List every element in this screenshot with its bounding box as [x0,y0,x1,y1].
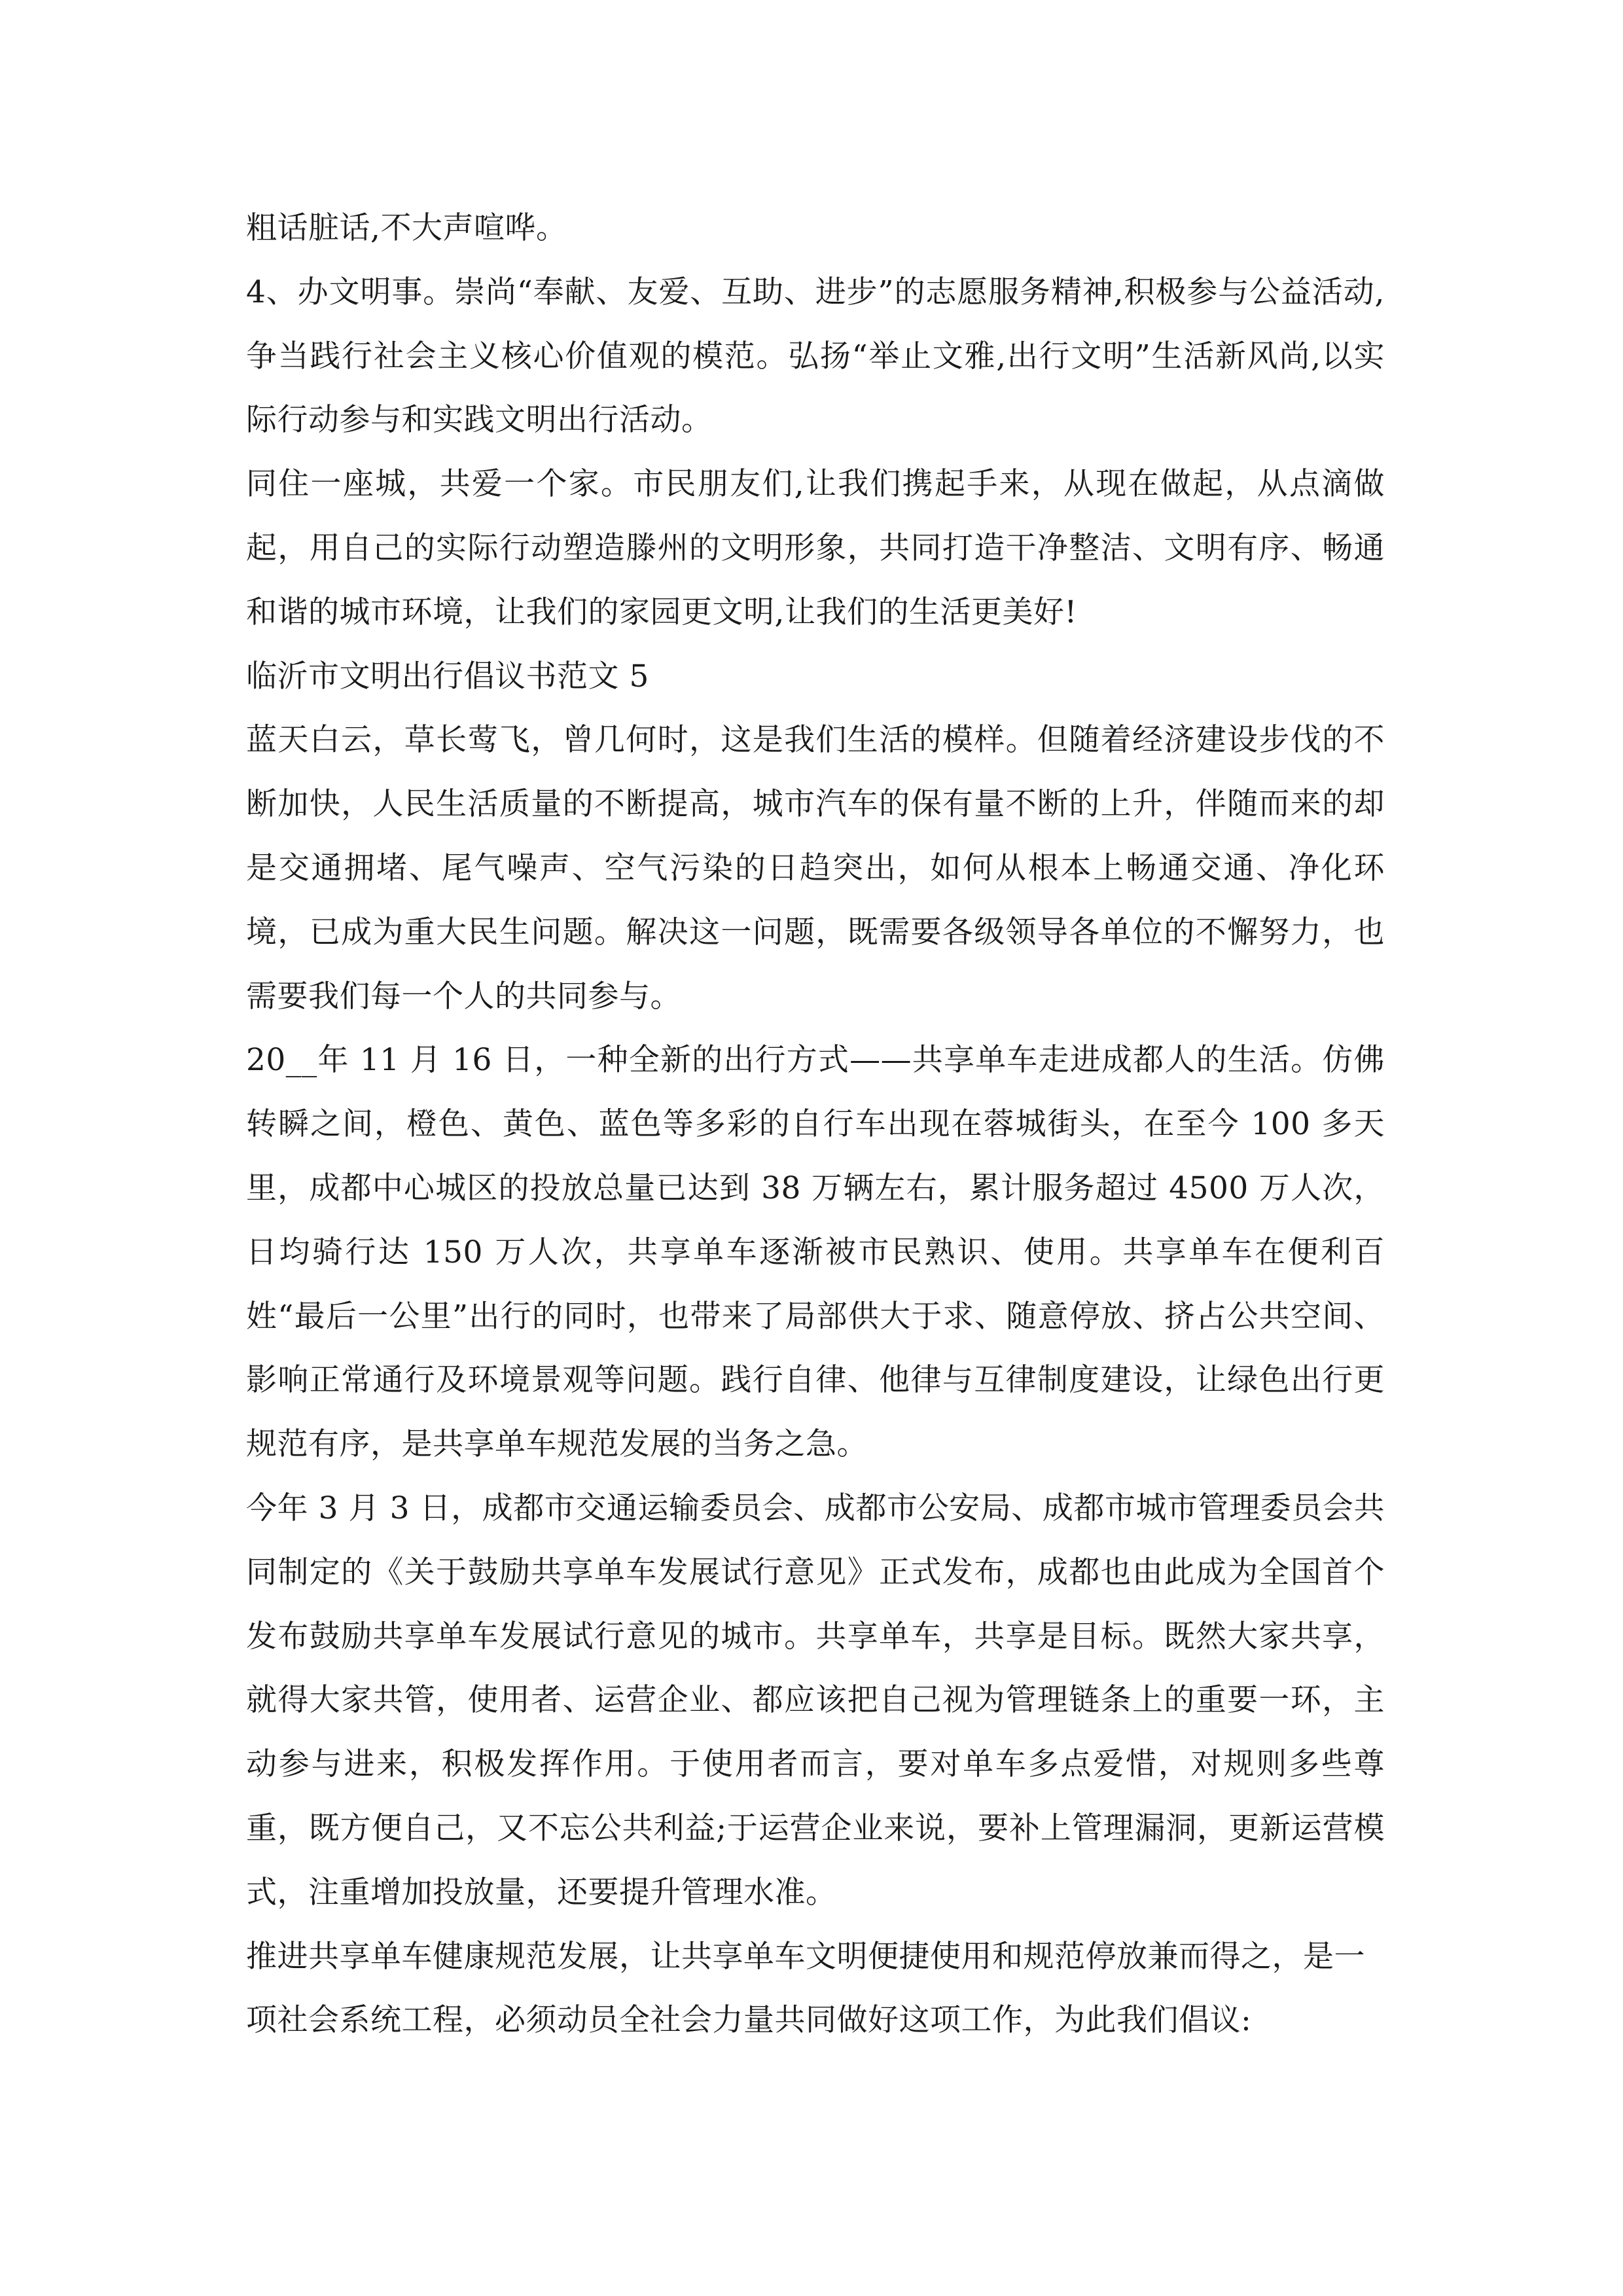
paragraph-proposal: 推进共享单车健康规范发展，让共享单车文明便捷使用和规范停放兼而得之，是一项社会系统工程，必须动员全社会力量共同做好这项工作，为此我们倡议: [246,1938,1365,2039]
document-body [246,196,1385,2053]
paragraph-shared-city: 同住一座城，共爱一个家。市民朋友们,让我们携起手来，从现在做起，从点滴做起，用自己的实际行动塑造滕州的文明形象，共同打造干净整洁、文明有序、畅通和谐的城市环境，让我们的家园更文明,让我们的生活更美好! [246,466,1385,630]
paragraph-civilized-deeds: 4、办文明事。崇尚“奉献、友爱、互助、进步”的志愿服务精神,积极参与公益活动,争当践行社会主义核心价值观的模范。弘扬“举止文雅,出行文明”生活新风尚,以实际行动参与和实践文明出行活动。 [246,274,1385,439]
paragraph-policy: 今年 3 月 3 日，成都市交通运输委员会、成都市公安局、成都市城市管理委员会共同制定的《关于鼓励共享单车发展试行意见》正式发布，成都也由此成为全国首个发布鼓励共享单车发展试行意见的城市。共享单车，共享是目标。既然大家共享，就得大家共管，使用者、运营企业、都应该把自己视为管理链条上的重要一环，主动参与进来，积极发挥作用。于使用者而言，要对单车多点爱惜，对规则多些尊重，既方便自己，又不忘公共利益;于运营企业来说，要补上管理漏洞，更新运营模式，注重增加投放量，还要提升管理水准。 [246,1490,1385,1910]
section-heading: 临沂市文明出行倡议书范文 5 [246,658,649,694]
paragraph-blue-sky: 蓝天白云，草长莺飞，曾几何时，这是我们生活的模样。但随着经济建设步伐的不断加快，人民生活质量的不断提高，城市汽车的保有量不断的上升，伴随而来的却是交通拥堵、尾气噪声、空气污染的日趋突出，如何从根本上畅通交通、净化环境，已成为重大民生问题。解决这一问题，既需要各级领导各单位的不懈努力，也需要我们每一个人的共同参与。 [246,722,1385,1014]
paragraph-shared-bikes: 20__年 11 月 16 日，一种全新的出行方式——共享单车走进成都人的生活。仿佛转瞬之间，橙色、黄色、蓝色等多彩的自行车出现在蓉城街头，在至今 100 多天里，成都中心城区的投放总量已达到 38 万辆左右，累计服务超过 4500 万人次，日均骑行达 150 万人次，共享单车逐渐被市民熟识、使用。共享单车在便利百姓“最后一公里”出行的同时，也带来了局部供大于求、随意停放、挤占公共空间、影响正常通行及环境景观等问题。践行自律、他律与互律制度建设，让绿色出行更规范有序，是共享单车规范发展的当务之急。 [246,1042,1385,1463]
paragraph-continuation: 粗话脏话,不大声喧哗。 [246,210,567,246]
